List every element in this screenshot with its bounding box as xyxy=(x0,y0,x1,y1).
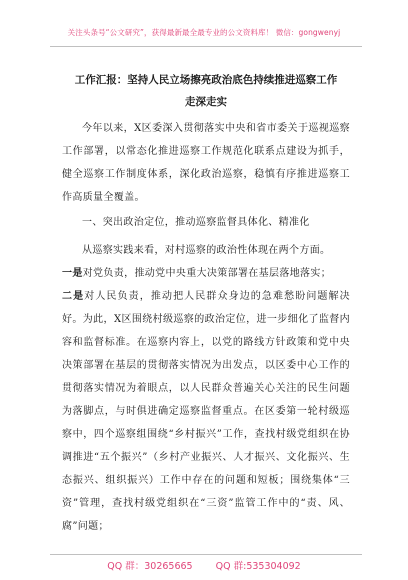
header-banner: 关注头条号“公文研究”，获得最新最全最专业的公文资料库！ 微信：gongwenyj xyxy=(67,28,341,37)
footer-qq-group-2: QQ 群:535304092 xyxy=(215,561,301,572)
footer xyxy=(0,558,408,572)
point-two-paragraph xyxy=(62,285,350,538)
footer-divider xyxy=(50,554,362,555)
document-title: 工作汇报：坚持人民立场擦亮政治底色持续推进巡察工作 xyxy=(74,74,338,86)
document-title-continued: 走深走实 xyxy=(185,96,227,108)
header-divider xyxy=(50,46,362,47)
point-two-text: 对人民负责，推动把人民群众身边的急难愁盼问题解决好。为此，X区围绕村级巡察的政治定位，进一步细化了监督内容和监督标准。在巡察内容上，以党的路线方针政策和党中央决策部署在基层的贯彻落实情况为出发点，以区委中心工作的贯彻落实情况为着眼点，以人民群众普遍关心关注的民生问题为落脚点，与时俱进确定巡察监督重点。在区委第一轮村级巡察中，四个巡察组围绕“乡村振兴”工作，查找村级党组织在协调推进“五个振兴”（乡村产业振兴、人才振兴、文化振兴、生态振兴、组织振兴）工作中存在的问题和短板；围绕集体“三资”管理，查找村级党组织在“三资”监管工作中的“责、风、腐”问题； xyxy=(62,291,350,532)
point-one-text: 对党负责，推动党中央重大决策部署在基层落地落实； xyxy=(82,268,332,279)
point-one-label: 一是 xyxy=(62,268,83,279)
point-one-paragraph xyxy=(62,262,350,285)
point-two-label: 二是 xyxy=(62,291,85,302)
section-intro-paragraph: 从巡察实践来看，对村巡察的政治性体现在两个方面。 xyxy=(82,245,331,256)
footer-qq-group-1: QQ 群：30265665 xyxy=(107,561,193,572)
intro-paragraph: 今年以来，X区委深入贯彻落实中央和省市委关于巡视巡察工作部署，以常态化推进巡察工作规范化联系点建设为抓手，健全巡察工作制度体系，深化政治巡察，稳慎有序推进巡察工作高质量全覆盖。 xyxy=(62,123,350,203)
document-body xyxy=(62,117,350,538)
section-heading: 一、突出政治定位，推动巡察监督具体化、精准化 xyxy=(82,217,310,228)
